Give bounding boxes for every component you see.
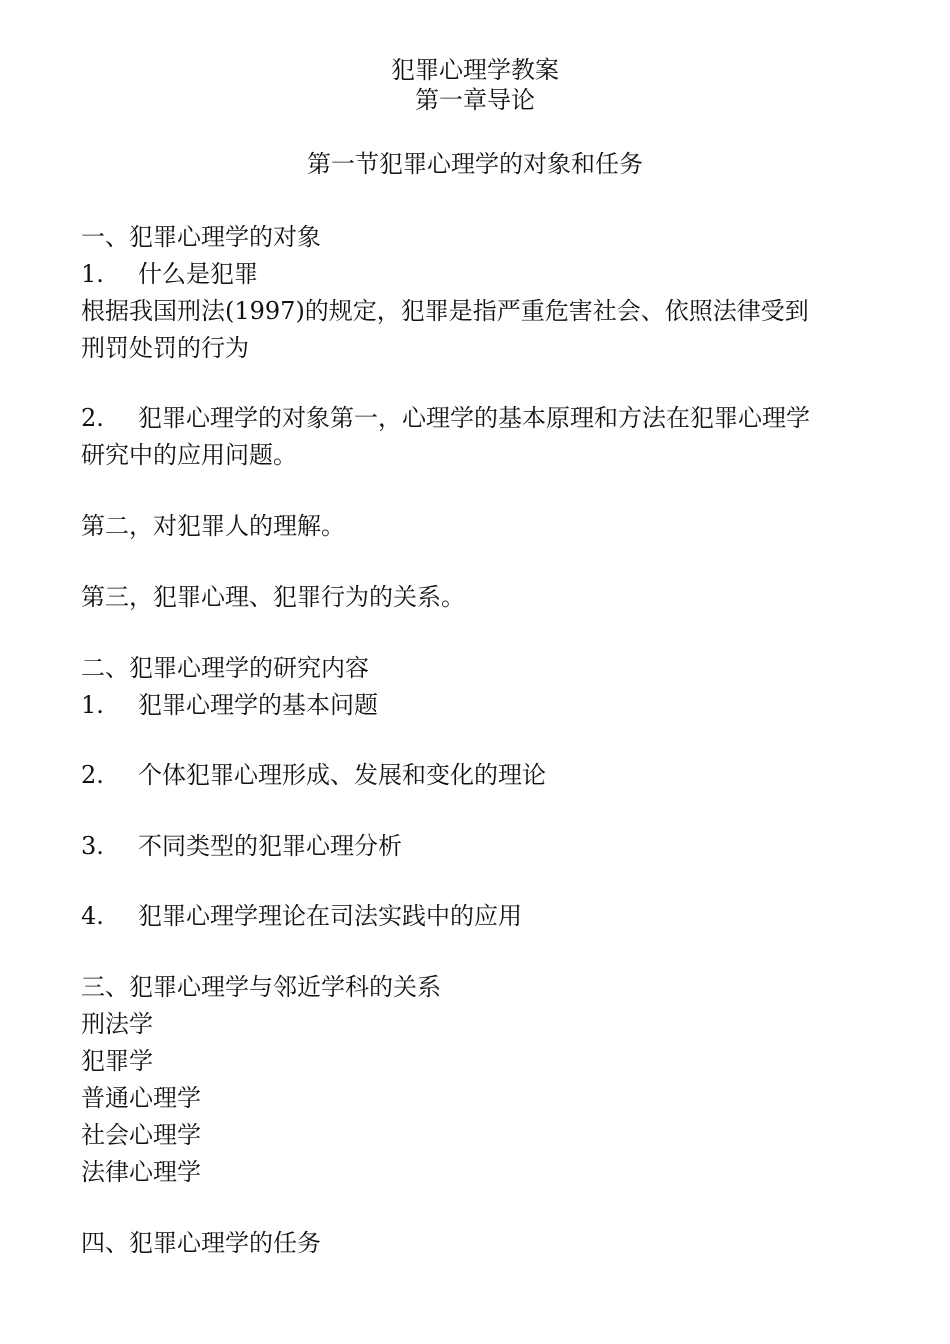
chapter-title: 第一章导论	[415, 86, 535, 114]
subject-item: 社会心理学	[81, 1121, 201, 1149]
item-text: 不同类型的犯罪心理分析	[138, 832, 402, 860]
paragraph-line: 根据我国刑法(1997)的规定，犯罪是指严重危害社会、依照法律受到	[81, 297, 809, 325]
item-text: 什么是犯罪	[138, 260, 258, 288]
item-text: 犯罪心理学理论在司法实践中的应用	[138, 902, 522, 930]
item-number: 1.	[81, 691, 104, 719]
item-number: 4.	[81, 902, 104, 930]
item-number: 2.	[81, 761, 104, 789]
paragraph-line: 刑罚处罚的行为	[81, 334, 249, 362]
item-number: 2.	[81, 404, 104, 432]
part2-item-1	[81, 687, 378, 723]
subject-item: 法律心理学	[81, 1158, 201, 1186]
subject-item: 刑法学	[81, 1010, 153, 1038]
item-text: 个体犯罪心理形成、发展和变化的理论	[138, 761, 546, 789]
paragraph-second: 第二，对犯罪人的理解。	[81, 512, 345, 540]
document-title: 犯罪心理学教案	[391, 56, 559, 84]
part1-heading: 一、犯罪心理学的对象	[81, 223, 321, 251]
part3-heading: 三、犯罪心理学与邻近学科的关系	[81, 973, 441, 1001]
part1-item-1	[81, 256, 258, 292]
item-text: 犯罪心理学的基本问题	[138, 691, 378, 719]
part4-heading: 四、犯罪心理学的任务	[81, 1229, 321, 1257]
part1-item-2	[81, 400, 810, 436]
paragraph-line: 研究中的应用问题。	[81, 441, 297, 469]
section-title: 第一节犯罪心理学的对象和任务	[307, 150, 643, 178]
subject-item: 犯罪学	[81, 1047, 153, 1075]
part2-item-4	[81, 898, 522, 934]
part2-item-3	[81, 828, 402, 864]
part2-item-2	[81, 757, 546, 793]
item-number: 1.	[81, 260, 104, 288]
paragraph-third: 第三，犯罪心理、犯罪行为的关系。	[81, 583, 465, 611]
item-text: 犯罪心理学的对象第一，心理学的基本原理和方法在犯罪心理学	[138, 404, 810, 432]
part2-heading: 二、犯罪心理学的研究内容	[81, 654, 369, 682]
subject-item: 普通心理学	[81, 1084, 201, 1112]
item-number: 3.	[81, 832, 104, 860]
